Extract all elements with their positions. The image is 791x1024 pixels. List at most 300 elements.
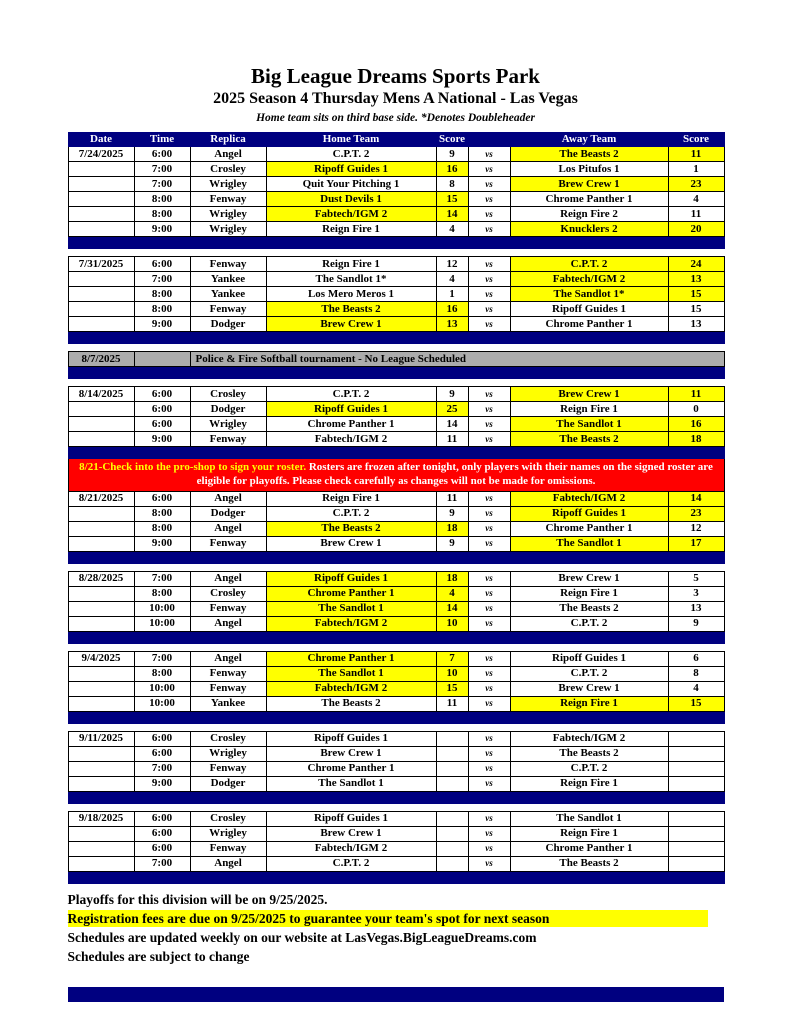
home-team-cell: The Beasts 2 [266, 302, 436, 317]
vs-cell: vs [468, 417, 510, 432]
away-team-cell: The Beasts 2 [510, 856, 668, 871]
registration-fees-notice: Registration fees are due on 9/25/2025 to guarantee your team's spot for next season [68, 910, 708, 927]
replica-cell: Yankee [190, 287, 266, 302]
game-row [68, 776, 724, 791]
away-team-cell: The Sandlot 1 [510, 811, 668, 826]
away-score-cell: 14 [668, 491, 724, 506]
date-cell [68, 856, 134, 871]
game-row [68, 536, 724, 551]
game-row [68, 826, 724, 841]
home-team-cell: Chrome Panther 1 [266, 651, 436, 666]
game-row [68, 317, 724, 332]
date-cell [68, 432, 134, 447]
week-gap [68, 723, 724, 731]
time-cell: 8:00 [134, 192, 190, 207]
time-cell: 10:00 [134, 616, 190, 631]
home-score-cell: 11 [436, 491, 468, 506]
date-cell [68, 272, 134, 287]
time-cell: 8:00 [134, 287, 190, 302]
gap-spacer [68, 249, 724, 257]
vs-cell: vs [468, 302, 510, 317]
date-cell: 8/21/2025 [68, 491, 134, 506]
vs-cell: vs [468, 207, 510, 222]
date-cell: 9/11/2025 [68, 731, 134, 746]
away-score-cell: 24 [668, 257, 724, 272]
week-gap [68, 344, 724, 352]
replica-cell: Fenway [190, 681, 266, 696]
game-row [68, 571, 724, 586]
replica-cell: Angel [190, 651, 266, 666]
vs-cell: vs [468, 616, 510, 631]
date-cell: 7/31/2025 [68, 257, 134, 272]
replica-cell: Fenway [190, 536, 266, 551]
home-team-cell: Fabtech/IGM 2 [266, 432, 436, 447]
vs-cell: vs [468, 287, 510, 302]
game-row [68, 651, 724, 666]
home-team-cell: Fabtech/IGM 2 [266, 681, 436, 696]
vs-cell: vs [468, 272, 510, 287]
week-separator [68, 237, 724, 249]
home-score-cell: 7 [436, 651, 468, 666]
time-cell: 7:00 [134, 177, 190, 192]
home-team-note: Home team sits on third base side. *Denotes Doubleheader [256, 112, 535, 125]
time-cell: 6:00 [134, 746, 190, 761]
replica-cell: Wrigley [190, 222, 266, 237]
vs-cell: vs [468, 761, 510, 776]
vs-cell: vs [468, 731, 510, 746]
away-team-cell: Fabtech/IGM 2 [510, 491, 668, 506]
home-team-cell: Ripoff Guides 1 [266, 162, 436, 177]
date-cell [68, 826, 134, 841]
week-gap [68, 379, 724, 387]
vs-cell: vs [468, 222, 510, 237]
away-score-cell: 4 [668, 681, 724, 696]
footer-line: Playoffs for this division will be on 9/25/2025. [67, 891, 328, 907]
footer-notes [68, 891, 724, 965]
date-cell [68, 841, 134, 856]
away-team-cell: Los Pitufos 1 [510, 162, 668, 177]
vs-cell: vs [468, 506, 510, 521]
home-team-cell: Reign Fire 1 [266, 222, 436, 237]
replica-cell: Fenway [190, 601, 266, 616]
away-score-cell: 23 [668, 177, 724, 192]
vs-cell: vs [468, 841, 510, 856]
home-team-cell: Ripoff Guides 1 [266, 571, 436, 586]
away-score-cell [668, 761, 724, 776]
vs-cell: vs [468, 162, 510, 177]
game-row [68, 192, 724, 207]
replica-cell: Fenway [190, 257, 266, 272]
time-cell: 6:00 [134, 731, 190, 746]
away-score-cell: 8 [668, 666, 724, 681]
home-team-cell: Reign Fire 1 [266, 257, 436, 272]
vs-cell: vs [468, 521, 510, 536]
vs-cell: vs [468, 402, 510, 417]
replica-cell: Crosley [190, 811, 266, 826]
home-team-cell: Ripoff Guides 1 [266, 811, 436, 826]
game-row [68, 746, 724, 761]
home-score-cell: 18 [436, 521, 468, 536]
away-score-cell [668, 856, 724, 871]
date-cell [68, 287, 134, 302]
away-team-cell: Chrome Panther 1 [510, 841, 668, 856]
home-score-cell [436, 811, 468, 826]
week-separator [68, 367, 724, 379]
week-gap [68, 249, 724, 257]
home-team-cell: Ripoff Guides 1 [266, 402, 436, 417]
date-cell [68, 207, 134, 222]
replica-cell: Wrigley [190, 177, 266, 192]
home-team-cell: C.P.T. 2 [266, 506, 436, 521]
home-score-cell [436, 746, 468, 761]
home-score-cell [436, 776, 468, 791]
roster-banner-cell [68, 459, 724, 492]
home-team-cell: C.P.T. 2 [266, 147, 436, 162]
home-team-cell: Reign Fire 1 [266, 491, 436, 506]
time-cell: 6:00 [134, 826, 190, 841]
replica-cell: Angel [190, 491, 266, 506]
away-team-cell: Ripoff Guides 1 [510, 651, 668, 666]
week-separator [68, 332, 724, 344]
home-score-cell: 16 [436, 162, 468, 177]
game-row [68, 696, 724, 711]
vs-cell: vs [468, 317, 510, 332]
home-score-cell: 4 [436, 586, 468, 601]
game-row [68, 162, 724, 177]
time-cell: 9:00 [134, 432, 190, 447]
date-cell [68, 162, 134, 177]
away-team-cell: Brew Crew 1 [510, 387, 668, 402]
home-team-cell: Quit Your Pitching 1 [266, 177, 436, 192]
away-team-cell: Brew Crew 1 [510, 681, 668, 696]
home-score-cell: 15 [436, 681, 468, 696]
date-cell [68, 192, 134, 207]
away-team-cell: Fabtech/IGM 2 [510, 731, 668, 746]
home-team-cell: Chrome Panther 1 [266, 417, 436, 432]
tournament-notice-text: Police & Fire Softball tournament - No League Scheduled [190, 352, 724, 367]
away-score-cell: 6 [668, 651, 724, 666]
date-cell: 9/18/2025 [68, 811, 134, 826]
date-cell [68, 402, 134, 417]
time-cell: 7:00 [134, 761, 190, 776]
col-header-away-team: Away Team [510, 133, 668, 147]
away-score-cell: 13 [668, 272, 724, 287]
date-cell [68, 506, 134, 521]
time-cell: 8:00 [134, 506, 190, 521]
tournament-notice-row [68, 352, 724, 367]
home-score-cell [436, 761, 468, 776]
game-row [68, 601, 724, 616]
separator-bar [68, 871, 724, 883]
away-team-cell: The Beasts 2 [510, 147, 668, 162]
home-team-cell: The Sandlot 1* [266, 272, 436, 287]
game-row [68, 387, 724, 402]
week-gap [68, 563, 724, 571]
home-score-cell: 18 [436, 571, 468, 586]
away-team-cell: Fabtech/IGM 2 [510, 272, 668, 287]
date-cell: 7/24/2025 [68, 147, 134, 162]
vs-cell: vs [468, 387, 510, 402]
home-team-cell: Ripoff Guides 1 [266, 731, 436, 746]
away-score-cell: 15 [668, 287, 724, 302]
date-cell [68, 536, 134, 551]
home-team-cell: C.P.T. 2 [266, 856, 436, 871]
col-header-time: Time [134, 133, 190, 147]
away-team-cell: C.P.T. 2 [510, 761, 668, 776]
replica-cell: Yankee [190, 696, 266, 711]
date-cell: 8/28/2025 [68, 571, 134, 586]
home-score-cell: 4 [436, 272, 468, 287]
separator-bar [68, 711, 724, 723]
vs-cell: vs [468, 826, 510, 841]
away-score-cell: 11 [668, 207, 724, 222]
game-row [68, 302, 724, 317]
roster-banner-row [68, 459, 724, 492]
home-score-cell: 16 [436, 302, 468, 317]
vs-cell: vs [468, 257, 510, 272]
game-row [68, 147, 724, 162]
date-cell [68, 696, 134, 711]
col-header-away-score: Score [668, 133, 724, 147]
game-row [68, 417, 724, 432]
date-cell [68, 417, 134, 432]
separator-bar [68, 332, 724, 344]
game-row [68, 491, 724, 506]
home-score-cell: 13 [436, 317, 468, 332]
away-score-cell: 1 [668, 162, 724, 177]
replica-cell: Wrigley [190, 746, 266, 761]
separator-bar [68, 791, 724, 803]
date-cell [68, 302, 134, 317]
game-row [68, 521, 724, 536]
home-score-cell: 4 [436, 222, 468, 237]
separator-bar [68, 551, 724, 563]
away-score-cell [668, 776, 724, 791]
time-cell: 7:00 [134, 272, 190, 287]
game-row [68, 287, 724, 302]
bottom-bar [68, 987, 724, 1002]
home-score-cell: 11 [436, 432, 468, 447]
gap-spacer [68, 379, 724, 387]
game-row [68, 432, 724, 447]
home-score-cell: 14 [436, 207, 468, 222]
away-score-cell: 9 [668, 616, 724, 631]
game-row [68, 731, 724, 746]
replica-cell: Crosley [190, 731, 266, 746]
date-cell [68, 586, 134, 601]
away-score-cell: 13 [668, 601, 724, 616]
game-row [68, 177, 724, 192]
home-team-cell: The Sandlot 1 [266, 776, 436, 791]
replica-cell: Crosley [190, 586, 266, 601]
time-cell: 10:00 [134, 696, 190, 711]
roster-banner-highlight: 8/21-Check into the pro-shop to sign your roster. [79, 461, 307, 474]
home-score-cell: 9 [436, 387, 468, 402]
vs-cell: vs [468, 491, 510, 506]
time-cell: 10:00 [134, 601, 190, 616]
away-team-cell: The Sandlot 1* [510, 287, 668, 302]
footer-line: Schedules are updated weekly on our website at LasVegas.BigLeagueDreams.com [67, 929, 537, 945]
vs-cell: vs [468, 776, 510, 791]
replica-cell: Fenway [190, 302, 266, 317]
away-score-cell: 0 [668, 402, 724, 417]
date-cell [68, 616, 134, 631]
time-cell: 6:00 [134, 402, 190, 417]
away-team-cell: The Beasts 2 [510, 432, 668, 447]
time-cell: 6:00 [134, 841, 190, 856]
vs-cell: vs [468, 651, 510, 666]
home-team-cell: C.P.T. 2 [266, 387, 436, 402]
date-cell [68, 746, 134, 761]
away-team-cell: Reign Fire 2 [510, 207, 668, 222]
page-subtitle: 2025 Season 4 Thursday Mens A National - Las Vegas [213, 90, 578, 108]
date-cell: 8/14/2025 [68, 387, 134, 402]
home-team-cell: The Sandlot 1 [266, 601, 436, 616]
game-row [68, 222, 724, 237]
replica-cell: Crosley [190, 162, 266, 177]
away-score-cell: 15 [668, 696, 724, 711]
replica-cell: Fenway [190, 761, 266, 776]
separator-bar [68, 447, 724, 459]
home-score-cell: 14 [436, 417, 468, 432]
home-team-cell: The Beasts 2 [266, 696, 436, 711]
time-cell: 6:00 [134, 387, 190, 402]
time-cell: 6:00 [134, 811, 190, 826]
col-header-home-score: Score [436, 133, 468, 147]
time-cell: 9:00 [134, 776, 190, 791]
time-cell: 7:00 [134, 856, 190, 871]
table-header-row [68, 133, 724, 147]
date-cell [68, 521, 134, 536]
home-score-cell: 10 [436, 666, 468, 681]
date-cell: 9/4/2025 [68, 651, 134, 666]
home-team-cell: Chrome Panther 1 [266, 761, 436, 776]
vs-cell: vs [468, 811, 510, 826]
replica-cell: Angel [190, 571, 266, 586]
schedule-content [68, 132, 724, 1002]
away-score-cell: 3 [668, 586, 724, 601]
home-team-cell: Chrome Panther 1 [266, 586, 436, 601]
away-team-cell: The Sandlot 1 [510, 536, 668, 551]
replica-cell: Fenway [190, 666, 266, 681]
game-row [68, 506, 724, 521]
away-score-cell: 13 [668, 317, 724, 332]
home-score-cell: 11 [436, 696, 468, 711]
game-row [68, 257, 724, 272]
home-team-cell: Fabtech/IGM 2 [266, 841, 436, 856]
time-cell: 8:00 [134, 207, 190, 222]
away-team-cell: Reign Fire 1 [510, 586, 668, 601]
replica-cell: Fenway [190, 192, 266, 207]
game-row [68, 681, 724, 696]
week-separator [68, 871, 724, 883]
replica-cell: Dodger [190, 317, 266, 332]
home-team-cell: Brew Crew 1 [266, 317, 436, 332]
away-team-cell: Reign Fire 1 [510, 826, 668, 841]
away-team-cell: The Sandlot 1 [510, 417, 668, 432]
away-team-cell: Brew Crew 1 [510, 571, 668, 586]
week-separator [68, 631, 724, 643]
home-score-cell [436, 731, 468, 746]
away-team-cell: Reign Fire 1 [510, 776, 668, 791]
vs-cell: vs [468, 696, 510, 711]
page-title: Big League Dreams Sports Park [251, 64, 540, 88]
roster-banner-text: Rosters are frozen after tonight, only players with their names on the signed roster are eligible for playoffs. Please check carefully as changes will not be made for omissions. [196, 461, 713, 487]
game-row [68, 207, 724, 222]
replica-cell: Angel [190, 856, 266, 871]
home-score-cell: 9 [436, 536, 468, 551]
away-team-cell: Chrome Panther 1 [510, 521, 668, 536]
time-cell: 6:00 [134, 491, 190, 506]
gap-spacer [68, 803, 724, 811]
replica-cell: Dodger [190, 506, 266, 521]
separator-bar [68, 237, 724, 249]
time-cell: 7:00 [134, 571, 190, 586]
home-score-cell [436, 856, 468, 871]
away-team-cell: Reign Fire 1 [510, 402, 668, 417]
game-row [68, 586, 724, 601]
game-row [68, 856, 724, 871]
home-team-cell: Los Mero Meros 1 [266, 287, 436, 302]
time-cell: 8:00 [134, 302, 190, 317]
replica-cell: Fenway [190, 841, 266, 856]
away-score-cell [668, 826, 724, 841]
away-score-cell: 11 [668, 147, 724, 162]
time-cell: 9:00 [134, 317, 190, 332]
vs-cell: vs [468, 177, 510, 192]
vs-cell: vs [468, 601, 510, 616]
date-cell [68, 776, 134, 791]
home-score-cell: 14 [436, 601, 468, 616]
vs-cell: vs [468, 571, 510, 586]
away-score-cell: 12 [668, 521, 724, 536]
away-score-cell: 16 [668, 417, 724, 432]
week-separator [68, 447, 724, 459]
time-cell: 8:00 [134, 666, 190, 681]
separator-bar [68, 631, 724, 643]
home-score-cell [436, 826, 468, 841]
home-score-cell: 25 [436, 402, 468, 417]
time-cell [134, 352, 190, 367]
home-score-cell: 9 [436, 506, 468, 521]
schedule-table [68, 132, 725, 884]
game-row [68, 272, 724, 287]
away-score-cell: 15 [668, 302, 724, 317]
away-score-cell: 5 [668, 571, 724, 586]
home-score-cell: 15 [436, 192, 468, 207]
date-cell [68, 681, 134, 696]
time-cell: 6:00 [134, 417, 190, 432]
away-team-cell: C.P.T. 2 [510, 666, 668, 681]
away-score-cell [668, 811, 724, 826]
away-score-cell [668, 746, 724, 761]
away-team-cell: Ripoff Guides 1 [510, 302, 668, 317]
col-header-vs [468, 133, 510, 147]
date-cell [68, 601, 134, 616]
home-score-cell: 12 [436, 257, 468, 272]
game-row [68, 761, 724, 776]
away-score-cell: 17 [668, 536, 724, 551]
footer-line: Schedules are subject to change [67, 948, 250, 964]
game-row [68, 402, 724, 417]
replica-cell: Dodger [190, 776, 266, 791]
time-cell: 7:00 [134, 162, 190, 177]
away-score-cell: 11 [668, 387, 724, 402]
vs-cell: vs [468, 432, 510, 447]
replica-cell: Angel [190, 616, 266, 631]
away-team-cell: Chrome Panther 1 [510, 192, 668, 207]
home-team-cell: Fabtech/IGM 2 [266, 207, 436, 222]
